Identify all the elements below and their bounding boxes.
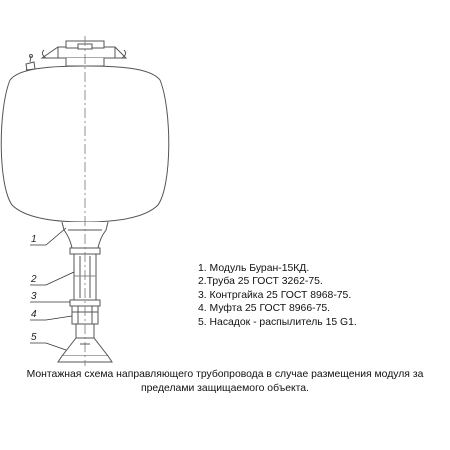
legend-item-1: 1. Модуль Буран-15КД.	[198, 263, 310, 274]
legend-item-5: 5. Насадок - распылитель 15 G1.	[198, 316, 357, 328]
legend-item-3: 3. Контргайка 25 ГОСТ 8968-75.	[198, 289, 352, 301]
parts-legend	[198, 262, 357, 329]
callout-3: 3	[31, 291, 37, 302]
caption-line-2: пределами защищаемого объекта.	[141, 383, 309, 394]
callout-1: 1	[31, 234, 37, 245]
callout-5: 5	[31, 332, 37, 343]
caption-line-1: Монтажная схема направляющего трубопровода в случае размещения модуля за	[26, 369, 424, 380]
mounting-bracket	[42, 41, 126, 58]
callout-4: 4	[31, 309, 37, 320]
lock-nut	[70, 300, 100, 306]
leader-5	[30, 343, 66, 350]
legend-item-2: 2.Труба 25 ГОСТ 3262-75.	[198, 276, 323, 288]
legend-item-4: 4. Муфта 25 ГОСТ 8966-75.	[198, 303, 331, 315]
leader-2	[30, 272, 74, 285]
drawing-caption	[0, 368, 450, 396]
callout-2: 2	[31, 274, 37, 285]
